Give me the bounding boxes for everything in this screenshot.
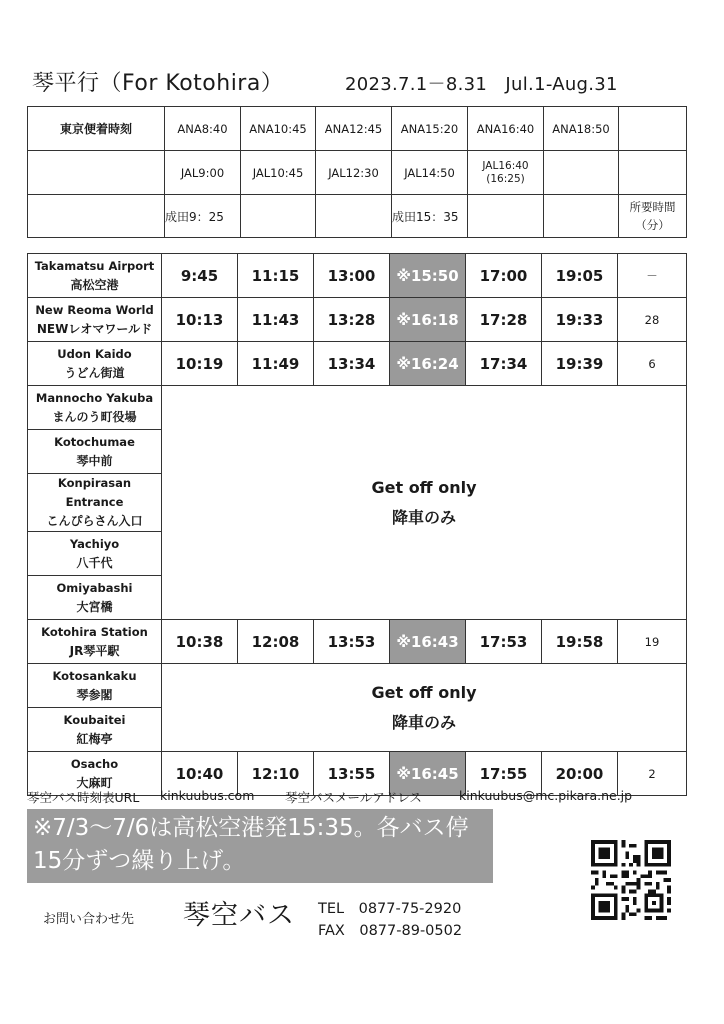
stop-name-en: Yachiyo (69, 536, 120, 551)
departure-time: 11:43 (238, 298, 314, 342)
stop-name-ja: うどん街道 (64, 365, 125, 380)
required-time-label: 所要時間 (629, 200, 676, 214)
stop-name-ja: 大宮橋 (76, 599, 113, 614)
empty-cell (619, 151, 687, 195)
stop-name-ja: NEWレオマワールド (36, 321, 153, 336)
flight-table-label: 東京便着時刻 (28, 107, 165, 151)
tel-number: TEL 0877-75-2920 (318, 901, 462, 917)
stop-name-cell (28, 620, 162, 664)
fax-number: FAX 0877-89-0502 (318, 923, 463, 939)
jal-flight: JAL12:30 (316, 151, 392, 195)
timetable-row (28, 298, 687, 342)
ana-flight: ANA8:40 (165, 107, 241, 151)
stop-name-en: Osacho (70, 756, 119, 771)
departure-time: 12:10 (238, 752, 314, 796)
departure-time: 13:55 (314, 752, 390, 796)
departure-time: 20:00 (542, 752, 618, 796)
bus-timetable (27, 253, 687, 796)
schedule-change-notice: ※7/3～7/6は高松空港発15:35。各バス停15分ずつ繰り上げ。 (27, 809, 493, 883)
departure-time: 10:40 (162, 752, 238, 796)
departure-time: 10:19 (162, 342, 238, 386)
departure-time: 10:38 (162, 620, 238, 664)
mail-address-link[interactable]: kinkuubus@mc.pikara.ne.jp (459, 788, 633, 803)
narita-flight: 成田9：25 (165, 195, 241, 238)
get-off-only-en: Get off only (371, 477, 477, 497)
timetable-url-label: 琴空バス時刻表URL (27, 790, 140, 805)
stop-name-cell (28, 474, 162, 532)
stop-name-en: Kotochumae (54, 434, 135, 449)
contact-numbers (318, 898, 462, 942)
departure-time-highlighted: ※16:24 (390, 342, 466, 386)
timetable-row (28, 386, 687, 430)
jal-flight: JAL9:00 (165, 151, 241, 195)
empty-cell (468, 195, 544, 238)
stop-name-cell (28, 386, 162, 430)
timetable-row (28, 254, 687, 298)
stop-name-en: Takamatsu Airport (34, 258, 155, 273)
jal-flight: JAL10:45 (241, 151, 316, 195)
departure-time: 17:53 (466, 620, 542, 664)
qr-code-icon[interactable] (591, 840, 671, 920)
get-off-only-ja: 降車のみ (391, 712, 456, 732)
stop-name-ja: 琴中前 (76, 453, 113, 468)
stop-name-en: Kotosankaku (52, 668, 137, 683)
departure-time-highlighted: ※16:43 (390, 620, 466, 664)
stop-name-ja: まんのう町役場 (52, 409, 137, 424)
stop-name-en: Udon Kaido (57, 346, 132, 361)
departure-time: 17:34 (466, 342, 542, 386)
get-off-only-cell (162, 664, 687, 752)
get-off-only-ja: 降車のみ (391, 507, 456, 527)
empty-cell (544, 151, 619, 195)
departure-time: 10:13 (162, 298, 238, 342)
departure-time: 19:05 (542, 254, 618, 298)
departure-time: 13:34 (314, 342, 390, 386)
flight-arrival-table (27, 106, 687, 238)
narita-flight: 成田15：35 (392, 195, 468, 238)
timetable-row (28, 620, 687, 664)
stop-name-en: Konpirasan Entrance (57, 476, 132, 509)
stop-name-cell (28, 576, 162, 620)
empty-cell (316, 195, 392, 238)
stop-name-cell (28, 298, 162, 342)
contact-label: お問い合わせ先 (43, 912, 135, 927)
ana-flight: ANA10:45 (241, 107, 316, 151)
stop-name-en: Koubaitei (63, 712, 126, 727)
stop-name-en: Mannocho Yakuba (35, 390, 154, 405)
required-time-unit: （分） (635, 218, 670, 232)
required-minutes: 6 (618, 342, 687, 386)
required-minutes: 28 (618, 298, 687, 342)
departure-time: 11:15 (238, 254, 314, 298)
stop-name-cell (28, 664, 162, 708)
get-off-only-en: Get off only (371, 682, 477, 702)
stop-name-ja: こんぴらさん入口 (46, 514, 143, 528)
departure-time: 19:33 (542, 298, 618, 342)
ana-flight: ANA18:50 (544, 107, 619, 151)
departure-time: 11:49 (238, 342, 314, 386)
stop-name-ja: 紅梅亭 (76, 731, 113, 746)
stop-name-en: Omiyabashi (56, 580, 133, 595)
ana-flight: ANA12:45 (316, 107, 392, 151)
timetable-url-link[interactable]: kinkuubus.com (160, 788, 255, 803)
empty-cell (619, 107, 687, 151)
ana-flight: ANA16:40 (468, 107, 544, 151)
empty-cell (544, 195, 619, 238)
departure-time-highlighted: ※15:50 (390, 254, 466, 298)
departure-time: 17:00 (466, 254, 542, 298)
stop-name-cell (28, 430, 162, 474)
departure-time: 19:58 (542, 620, 618, 664)
required-minutes: 2 (618, 752, 687, 796)
jal-flight-with-alt (468, 151, 544, 195)
get-off-only-cell (162, 386, 687, 620)
departure-time-highlighted: ※16:45 (390, 752, 466, 796)
ana-flight: ANA15:20 (392, 107, 468, 151)
jal-flight-alt-time: (16:25) (486, 172, 525, 185)
departure-time: 13:53 (314, 620, 390, 664)
stop-name-cell (28, 254, 162, 298)
stop-name-ja: 高松空港 (70, 277, 119, 292)
required-minutes: 19 (618, 620, 687, 664)
schedule-period: 2023.7.1－8.31 Jul.1-Aug.31 (345, 74, 618, 95)
timetable-row (28, 342, 687, 386)
departure-time: 17:28 (466, 298, 542, 342)
required-minutes: － (618, 254, 687, 298)
mail-address-label: 琴空バスメールアドレス (285, 790, 422, 805)
stop-name-cell (28, 532, 162, 576)
stop-name-en: New Reoma World (35, 302, 154, 317)
departure-time: 12:08 (238, 620, 314, 664)
company-name: 琴空バス (183, 900, 295, 931)
empty-cell (28, 195, 165, 238)
jal-flight: JAL14:50 (392, 151, 468, 195)
stop-name-ja: 琴参閣 (76, 687, 113, 702)
departure-time: 17:55 (466, 752, 542, 796)
departure-time-highlighted: ※16:18 (390, 298, 466, 342)
departure-time: 13:00 (314, 254, 390, 298)
timetable-row (28, 664, 687, 708)
stop-name-ja: 八千代 (76, 555, 113, 570)
stop-name-en: Kotohira Station (41, 624, 148, 639)
stop-name-cell (28, 342, 162, 386)
jal-flight: JAL16:40 (482, 159, 529, 172)
stop-name-ja: 大麻町 (76, 775, 113, 790)
stop-name-cell (28, 708, 162, 752)
stop-name-ja: JR琴平駅 (69, 643, 120, 658)
empty-cell (241, 195, 316, 238)
departure-time: 19:39 (542, 342, 618, 386)
departure-time: 9:45 (162, 254, 238, 298)
empty-cell (28, 151, 165, 195)
required-time-header (619, 195, 687, 238)
page-title: 琴平行（For Kotohira） (32, 71, 284, 96)
departure-time: 13:28 (314, 298, 390, 342)
